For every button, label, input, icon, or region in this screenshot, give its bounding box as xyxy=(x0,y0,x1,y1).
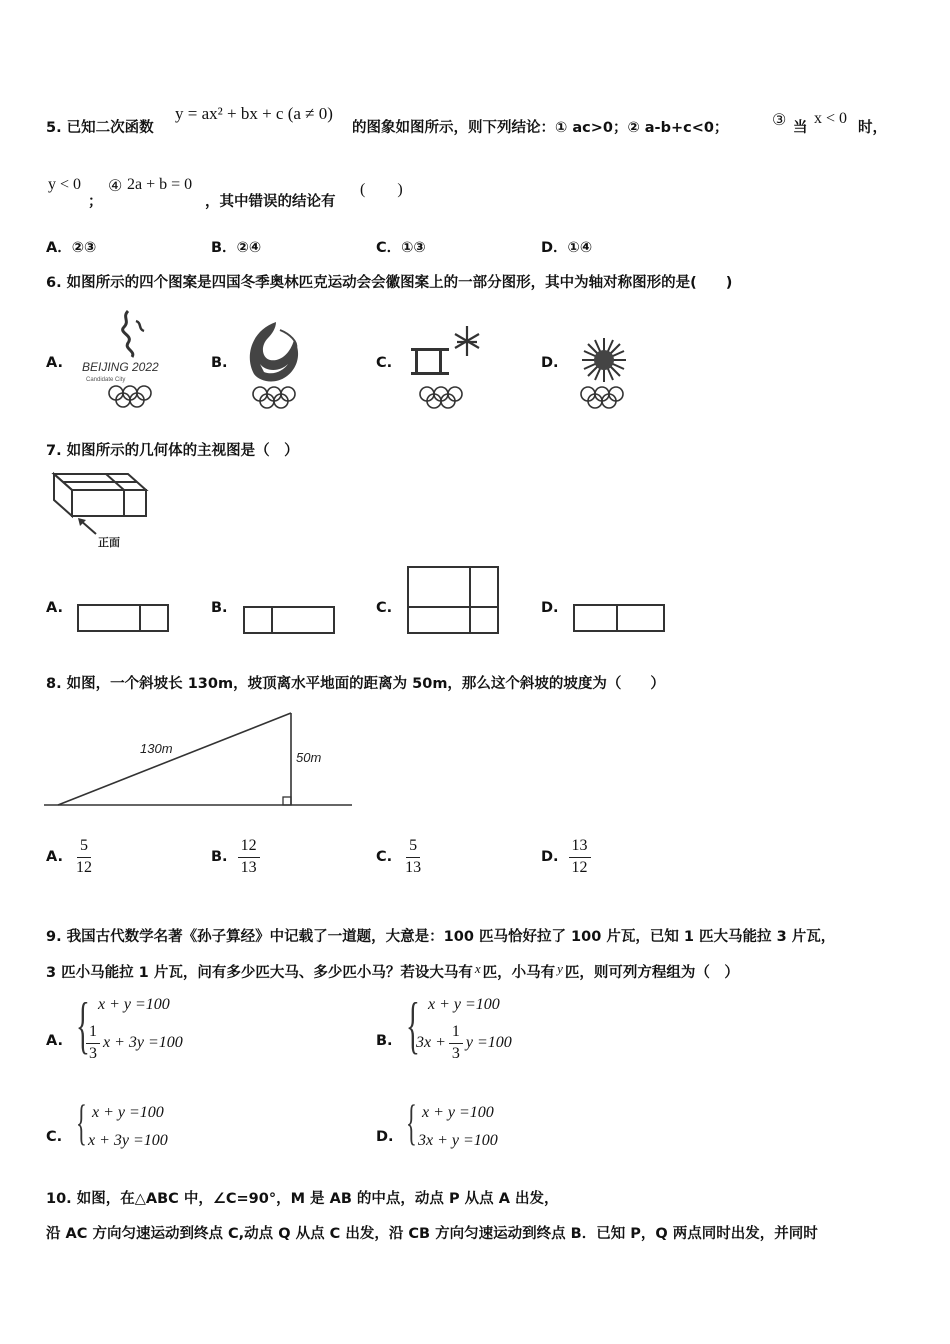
option-label: A． xyxy=(46,240,72,256)
q6-number: 6. xyxy=(46,275,62,291)
q5-line1 xyxy=(46,116,154,137)
q9-option-c-eq2: x + 3y =100 xyxy=(88,1132,168,1149)
q5-c4-mark: ④ xyxy=(108,178,123,195)
q9-option-a-eq1: x + y =100 xyxy=(98,996,170,1013)
q5-text-a: 已知二次函数 xyxy=(66,120,154,136)
q10-line2: 沿 AC 方向匀速运动到终点 C,动点 Q 从点 C 出发，沿 CB 方向匀速运动到终点 B．已知 P，Q 两点同时出发，并同时 xyxy=(46,1226,818,1242)
q9-line1-text: 我国古代数学名著《孙子算经》中记载了一道题，大意是：100 匹马恰好拉了 100 片瓦，已知 1 匹大马能拉 3 片瓦， xyxy=(66,929,836,945)
q7-view-d xyxy=(572,603,668,635)
option-label: B． xyxy=(211,240,237,256)
slope-figure xyxy=(40,705,360,817)
q9-option-b-eq2: 3x + $\frac{1}{3}$ y =100 xyxy=(416,1023,512,1062)
q5-option-b[interactable] xyxy=(211,236,261,257)
q6-option-b-label[interactable]: B. xyxy=(211,355,228,371)
q5-option-d[interactable] xyxy=(541,236,592,257)
slope-length-label: 130m xyxy=(140,741,173,756)
q9-number: 9. xyxy=(46,929,62,945)
q9-option-b-brace: { xyxy=(406,989,420,1060)
q9-option-a-label[interactable]: A. xyxy=(46,1033,63,1049)
option-text: ②③ xyxy=(71,240,97,256)
q5-c3-c: y < 0 xyxy=(48,176,82,193)
q9-option-d-eq1: x + y =100 xyxy=(422,1104,494,1121)
slope-height-label: 50m xyxy=(296,750,322,765)
option-fraction: $\frac{12}{13}$ xyxy=(238,838,260,877)
q6-option-c-label[interactable]: C. xyxy=(376,355,393,371)
option-label: B. xyxy=(211,849,228,866)
q9-line1 xyxy=(46,925,835,946)
option-text: ①③ xyxy=(401,240,426,256)
q5-c4-formula: 2a + b = 0 xyxy=(127,176,193,193)
q7-option-a-label[interactable]: A. xyxy=(46,600,63,616)
q5-c3-a: 当 xyxy=(793,120,808,136)
option-label: C. xyxy=(376,849,393,866)
q9-option-b-eq1: x + y =100 xyxy=(428,996,500,1013)
q9-option-d-brace: { xyxy=(406,1094,417,1150)
q8-option-c[interactable] xyxy=(376,838,424,877)
q6-option-d-label[interactable]: D. xyxy=(541,355,559,371)
q5-option-c[interactable] xyxy=(376,236,426,257)
q7-number: 7. xyxy=(46,443,62,459)
q9-option-d-label[interactable]: D. xyxy=(376,1129,394,1145)
option-fraction: $\frac{5}{13}$ xyxy=(405,837,422,876)
q8-option-b[interactable] xyxy=(211,838,260,877)
q8-option-d[interactable] xyxy=(541,838,591,877)
q7-option-d-label[interactable]: D. xyxy=(541,600,559,616)
q7-view-c xyxy=(406,565,502,637)
q5-option-a[interactable] xyxy=(46,236,96,257)
option-text: ①④ xyxy=(567,240,593,256)
option-label: A. xyxy=(46,849,63,866)
q9-option-c-eq1: x + y =100 xyxy=(92,1104,164,1121)
q9-var-x: x xyxy=(474,961,481,976)
q5-formula: y = ax² + bx + c (a ≠ 0) xyxy=(175,104,333,123)
q9-var-y: y xyxy=(557,961,563,976)
logo-a-text: BEIJING 2022 xyxy=(82,360,159,374)
q5-text-b: 的图象如图所示，则下列结论：① ac>0；② a-b+c<0； xyxy=(352,120,729,136)
q9-option-c-label[interactable]: C. xyxy=(46,1129,63,1145)
q6-option-a-label[interactable]: A. xyxy=(46,355,63,371)
option-label: C． xyxy=(376,240,402,256)
q9-line2-b: 匹，小马有 xyxy=(482,965,556,981)
q8-text: 如图，一个斜坡长 130m，坡顶离水平地面的距离为 50m，那么这个斜坡的坡度为（ ） xyxy=(66,676,665,692)
q7-option-b-label[interactable]: B. xyxy=(211,600,228,616)
q9-line2-a: 3 匹小马能拉 1 片瓦，问有多少匹大马、多少匹小马？若设大马有 xyxy=(46,965,473,981)
q6-question xyxy=(46,271,732,292)
option-fraction: $\frac{13}{12}$ xyxy=(569,838,591,877)
olympic-rings-icon xyxy=(581,387,623,408)
logo-a-sub: Candidate City xyxy=(86,377,126,383)
q5-semicolon: ； xyxy=(88,194,103,210)
option-label: D． xyxy=(541,240,568,256)
olympic-rings-icon xyxy=(253,387,295,408)
option-text: ②④ xyxy=(236,240,262,256)
star-gate-logo xyxy=(405,322,485,414)
q10-line1 xyxy=(46,1187,558,1208)
q7-view-a xyxy=(76,603,172,635)
eq-fraction: $\frac{1}{3}$ xyxy=(86,1024,100,1063)
q5-text-c: ，其中错误的结论有 xyxy=(205,194,336,210)
q10-number: 10. xyxy=(46,1191,72,1207)
q7-question xyxy=(46,439,299,460)
q6-text: 如图所示的四个图案是四国冬季奥林匹克运动会会徽图案上的一部分图形，其中为轴对称图形的是( ) xyxy=(66,275,733,291)
q5-c3-b: 时， xyxy=(858,120,887,136)
q8-number: 8. xyxy=(46,676,62,692)
front-label: 正面 xyxy=(98,537,120,549)
q5-c3-mark: ③ xyxy=(772,112,787,129)
q7-view-b xyxy=(242,605,338,637)
q10-line1-text: 如图，在△ABC 中，∠C=90°，M 是 AB 的中点，动点 P 从点 A 出发， xyxy=(76,1191,559,1207)
olympic-rings-icon xyxy=(420,387,462,408)
q5-paren: ( ) xyxy=(360,181,403,198)
q7-option-c-label[interactable]: C. xyxy=(376,600,393,616)
beijing-2022-logo xyxy=(78,305,188,410)
flame-logo xyxy=(240,318,315,413)
q9-option-c-brace: { xyxy=(76,1094,87,1150)
q9-line2-c: 匹，则可列方程组为（ ） xyxy=(564,965,739,981)
q8-option-a[interactable] xyxy=(46,838,95,877)
q7-text: 如图所示的几何体的主视图是（ ） xyxy=(66,443,299,459)
olympic-rings-icon xyxy=(109,386,151,407)
q9-option-a-eq2: $\frac{1}{3}$ x + 3y =100 xyxy=(86,1024,183,1063)
snowflake-logo xyxy=(572,332,637,412)
q8-question xyxy=(46,672,665,693)
q9-line2 xyxy=(46,961,739,982)
option-label: D. xyxy=(541,849,559,866)
q5-number: 5. xyxy=(46,120,62,136)
q5-c3-formula: x < 0 xyxy=(814,110,848,127)
eq-fraction: $\frac{1}{3}$ xyxy=(449,1024,463,1063)
cuboid-figure xyxy=(50,468,155,550)
q9-option-a-brace: { xyxy=(76,989,90,1060)
option-fraction: $\frac{5}{12}$ xyxy=(76,837,92,876)
q9-option-b-label[interactable]: B. xyxy=(376,1033,393,1049)
q9-option-d-eq2: 3x + y =100 xyxy=(418,1132,498,1149)
